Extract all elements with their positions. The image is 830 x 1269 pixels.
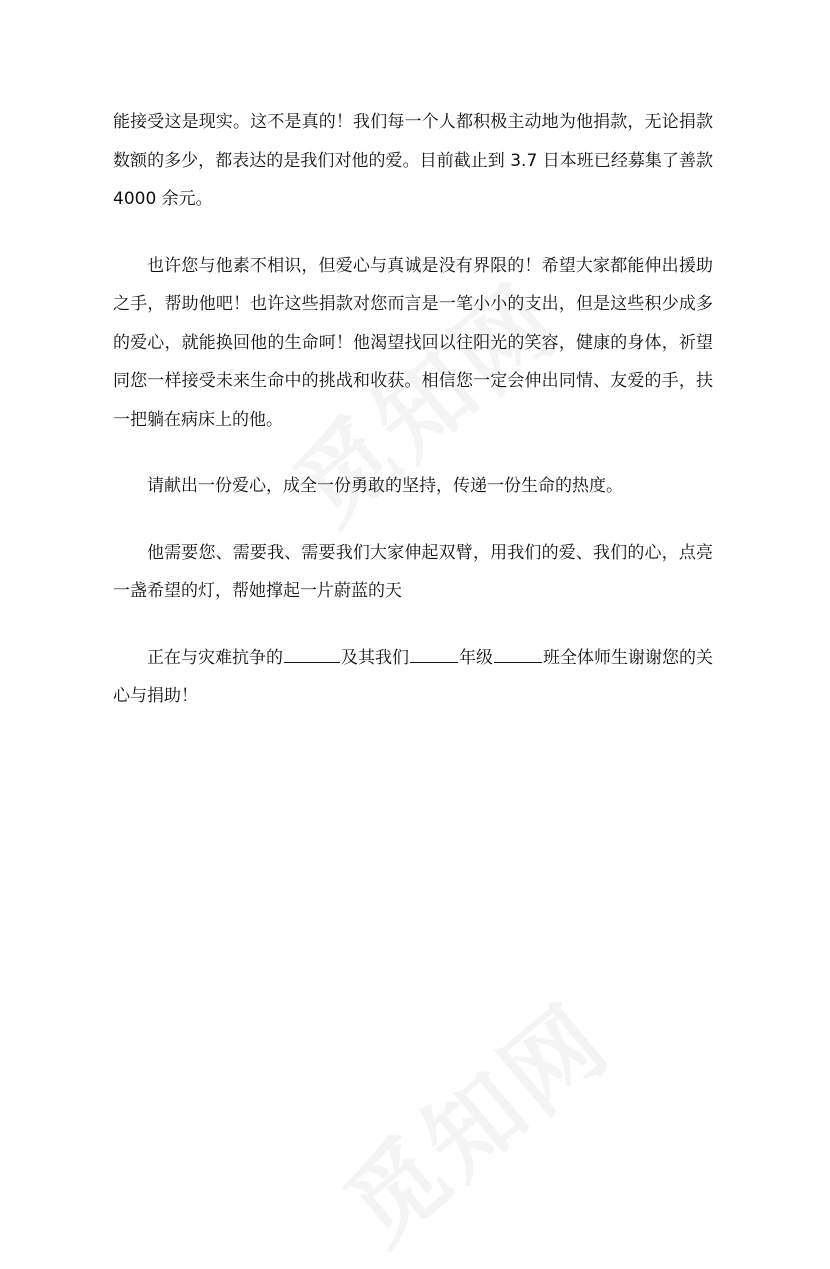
paragraph-closing [113, 639, 713, 716]
closing-text-part3: 年级 [459, 647, 493, 668]
closing-text-part2: 及其我们 [341, 647, 409, 668]
closing-text-part1: 正在与灾难抗争的 [147, 647, 283, 668]
closing-text-part4: 班全体师生谢谢您的关心与捐助！ [113, 647, 713, 706]
document-body [113, 103, 713, 744]
paragraph-continuation: 能接受这是现实。这不是真的！我们每一个人都积极主动地为他捐款，无论捐款数额的多少，都表达的是我们对他的爱。目前截止到 3.7 日本班已经募集了善款 4000 余元。 [113, 112, 713, 209]
blank-grade-field[interactable] [410, 661, 458, 663]
paragraph-appeal: 也许您与他素不相识，但爱心与真诚是没有界限的！希望大家都能伸出援助之手，帮助他吧！也许这些捐款对您而言是一笔小小的支出，但是这些积少成多的爱心，就能换回他的生命呵！他渴望找回以往阳光的笑容，健康的身体，祈望同您一样接受未来生命中的挑战和收获。相信您一定会伸出同情、友爱的手，扶一把躺在病床上的他。 [113, 255, 713, 430]
watermark [312, 968, 634, 1269]
blank-name-field[interactable] [284, 661, 340, 663]
blank-class-field[interactable] [494, 661, 542, 663]
paragraph-need: 他需要您、需要我、需要我们大家伸起双臂，用我们的爱、我们的心，点亮一盏希望的灯，帮她撑起一片蔚蓝的天 [113, 542, 713, 601]
paragraph-call-to-action: 请献出一份爱心，成全一份勇敢的坚持，传递一份生命的热度。 [147, 476, 623, 496]
